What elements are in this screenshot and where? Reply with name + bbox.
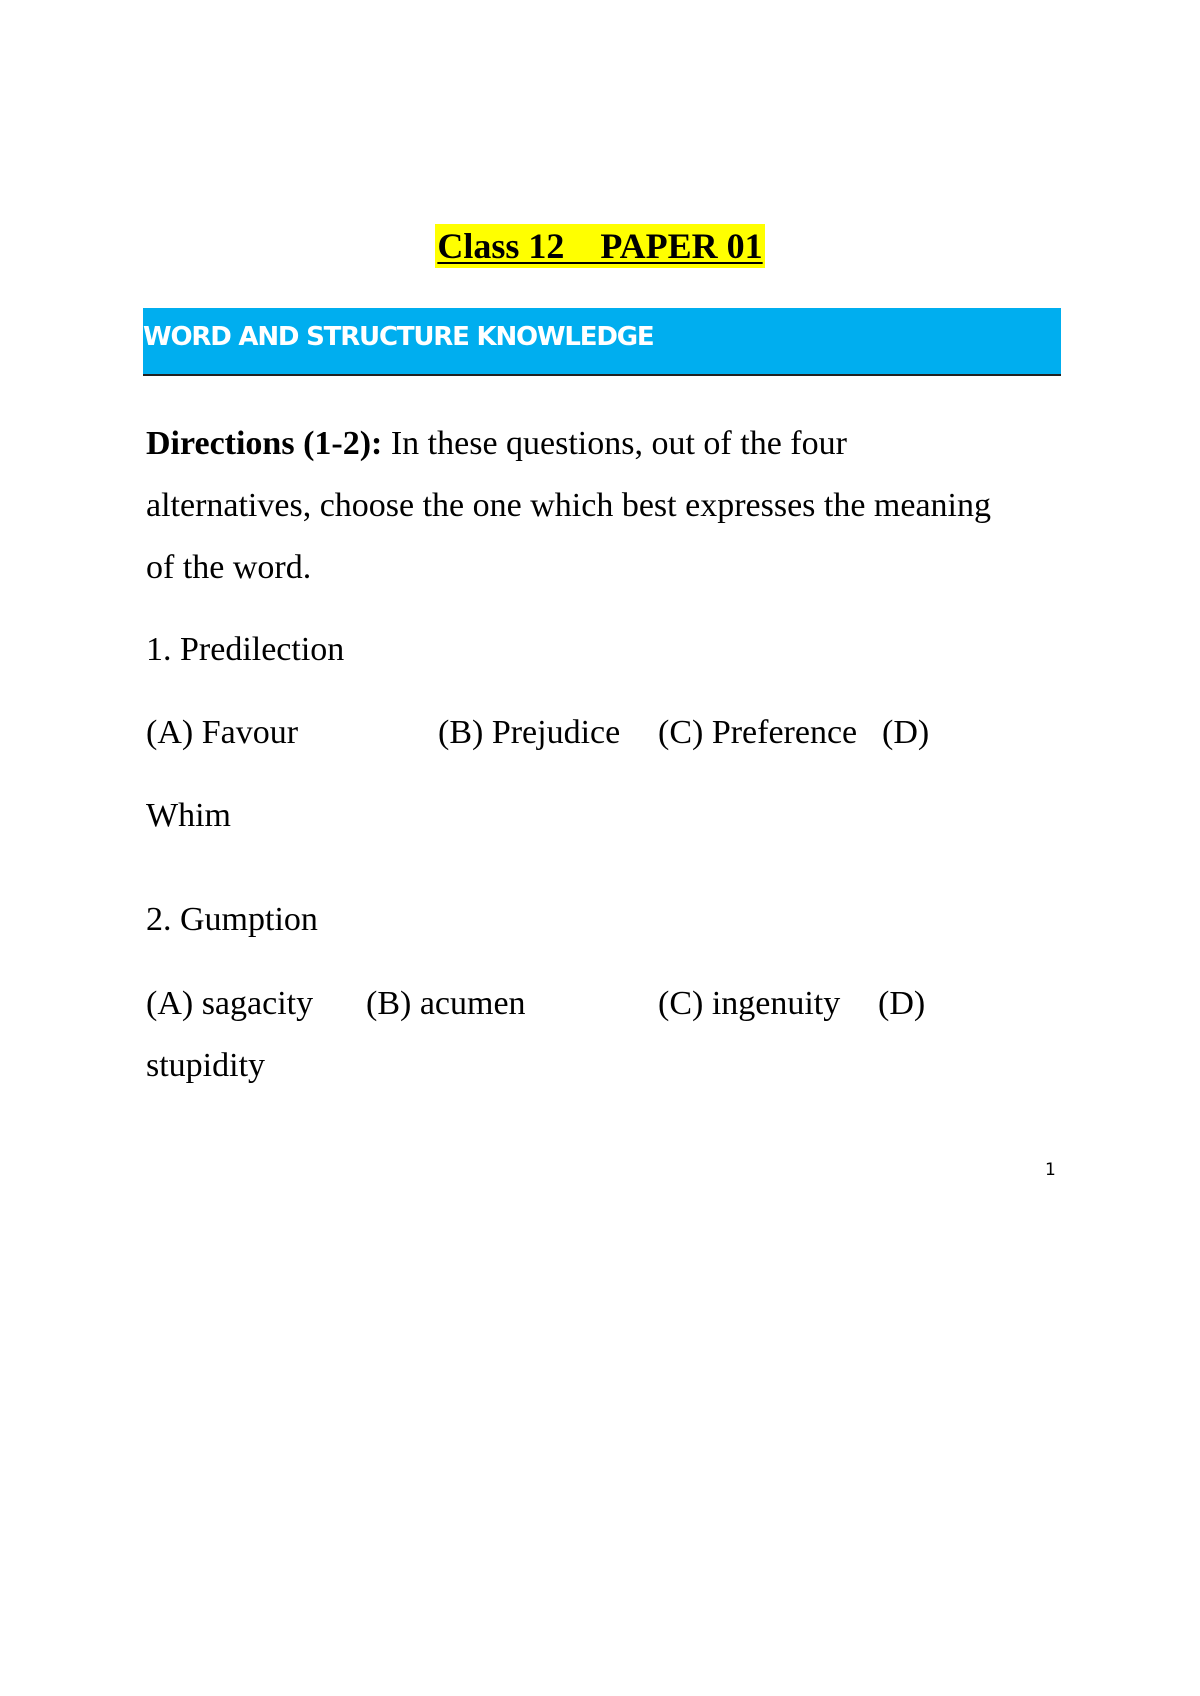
question-2-option-a: (A) sagacity [146, 985, 314, 1022]
question-2-option-d: (D) [878, 985, 926, 1022]
question-1-option-d-text: Whim [146, 797, 231, 834]
question-1-option-a: (A) Favour [146, 714, 299, 751]
question-2-option-d-text: stupidity [146, 1047, 266, 1084]
directions-label: Directions (1-2): [146, 425, 383, 462]
directions-line-1 [146, 413, 1076, 475]
question-2-stem: 2. Gumption [146, 901, 318, 938]
question-1-option-c: (C) Preference [658, 714, 858, 751]
question-2-option-b: (B) acumen [366, 985, 526, 1022]
page-number: 1 [1045, 1160, 1056, 1180]
directions-paragraph [146, 413, 1076, 599]
question-2-option-c: (C) ingenuity [658, 985, 841, 1022]
question-1-option-b: (B) Prejudice [438, 714, 621, 751]
question-1-option-d: (D) [882, 714, 930, 751]
directions-text-1: In these questions, out of the four [382, 425, 847, 462]
directions-line-2: alternatives, choose the one which best expresses the meaning [146, 487, 992, 524]
directions-line-3: of the word. [146, 549, 312, 586]
title-container [0, 224, 1200, 268]
paper-title: Class 12 PAPER 01 [437, 226, 763, 266]
question-1-stem: 1. Predilection [146, 631, 345, 668]
section-banner [143, 308, 1061, 376]
section-heading: WORD AND STRUCTURE KNOWLEDGE [143, 322, 654, 352]
